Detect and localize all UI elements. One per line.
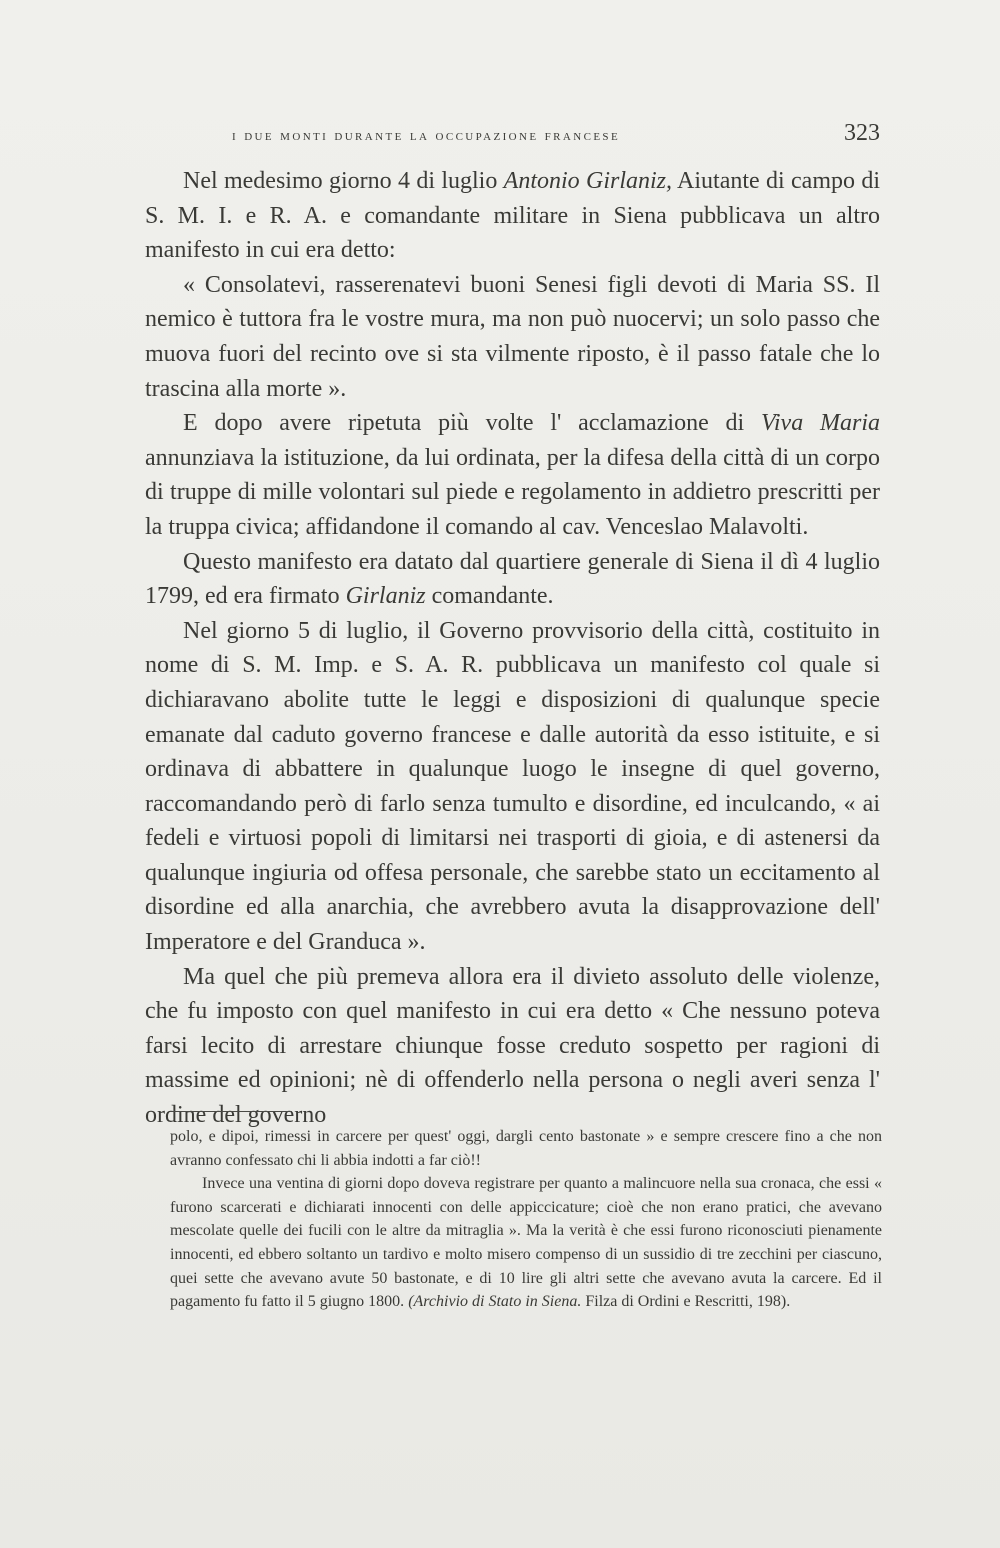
- footnote-source: (Archivio di Stato in Siena.: [408, 1293, 582, 1311]
- paragraph-4-text-b: comandante.: [425, 583, 554, 610]
- footnotes: [170, 1125, 882, 1314]
- paragraph-3: [145, 406, 880, 544]
- page-header: [150, 120, 880, 152]
- paragraph-1-text-b: Aiutante di campo di S. M. I. e R. A. e comandante militare in Siena pubblicava un altro manifesto in cui era detto:: [145, 168, 881, 264]
- paragraph-1-text-a: Nel medesimo giorno 4 di luglio: [183, 168, 504, 194]
- footnote-paragraph: [170, 1172, 882, 1314]
- paragraph-4-name: Girlaniz: [345, 583, 426, 610]
- footnote-continuation: polo, e dipoi, rimessi in carcere per quest' oggi, dargli cento bastonate » e sempre crescere fino a che non avranno confessato chi li abbia indotti a far ciò!!: [170, 1128, 882, 1169]
- paragraph-6: Ma quel che più premeva allora era il divieto assoluto delle violenze, che fu imposto con quel manifesto in cui era detto « Che nessuno poteva farsi lecito di arrestare chiunque fosse creduto sospetto per ragioni di massime ed opinioni; nè di offenderlo nella persona o negli averi senza l' ordine del governo: [145, 963, 880, 1129]
- page-number: 323: [844, 120, 880, 146]
- paragraph-3-text-b: annunziava la istituzione, da lui ordinata, per la difesa della città di un corpo di truppe di mille volontari sul piede e regolamento in addietro prescritti per la truppa civica; affidandone il comando al cav. Venceslao Malavolti.: [145, 444, 880, 540]
- main-text: [145, 164, 880, 1133]
- paragraph-4: [145, 545, 880, 614]
- paragraph-4-text-a: Questo manifesto era datato dal quartiere generale di Siena il dì 4 luglio 1799, ed era firmato: [145, 548, 880, 610]
- paragraph-5: Nel giorno 5 di luglio, il Governo provvisorio della città, costituito in nome di S. M. Imp. e S. A. R. pubblicava un manifesto col quale si dichiaravano abolite tutte le leggi e disposizioni di qualunque specie emanate dal caduto governo francese e dalle autorità da esso istituite, e si ordinava di abbattere in qualunque luogo le insegne di quel governo, raccomandando però di farlo senza tumulto e disordine, ed inculcando, « ai fedeli e virtuosi popoli di limitarsi nei trasporti di gioia, e di astenersi da qualunque ingiuria od offesa personale, che sarebbe stato un eccitamento al disordine ed alla anarchia, che avrebbero avuta la disapprovazione dell' Imperatore e del Granduca ».: [145, 617, 880, 956]
- paragraph-3-text-a: E dopo avere ripetuta più volte l' acclamazione di: [183, 410, 761, 437]
- paragraph-2: « Consolatevi, rasserenatevi buoni Senesi figli devoti di Maria SS. Il nemico è tuttora fra le vostre mura, ma non può nuocervi; un solo passo che muova fuori del recinto ove si sta vilmente riposto, è il passo fatale che lo trascina alla morte ».: [145, 271, 880, 402]
- footnote-text-a: Invece una ventina di giorni dopo doveva registrare per quanto a malincuore nella sua cronaca, che essi « furono scarcerati e dichiarati innocenti con delle appiccicature; cioè che non erano pratici, che avevano mescolate quelle dei fucili con le altre da mitraglia ». Ma la verità è che essi furono riconosciuti pienamente innocenti, ed ebbero soltanto un tardivo e molto misero compenso di un sussidio di tre zecchini per ciascuno, quei sette che avevano avute 50 bastonate, e di 10 lire gli altri sette che avevano avuta la carcere. Ed il pagamento fu fatto il 5 giugno 1800.: [170, 1175, 882, 1311]
- footnote-text-b: Filza di Ordini e Rescritti, 198).: [581, 1293, 791, 1311]
- paragraph-3-acclamation: Viva Maria: [761, 410, 880, 437]
- paragraph-1-name: Antonio Girlaniz,: [503, 168, 673, 194]
- running-title: i due monti durante la occupazione francese: [232, 128, 621, 144]
- paragraph-1: [145, 164, 880, 268]
- footnote-rule: [170, 1111, 292, 1112]
